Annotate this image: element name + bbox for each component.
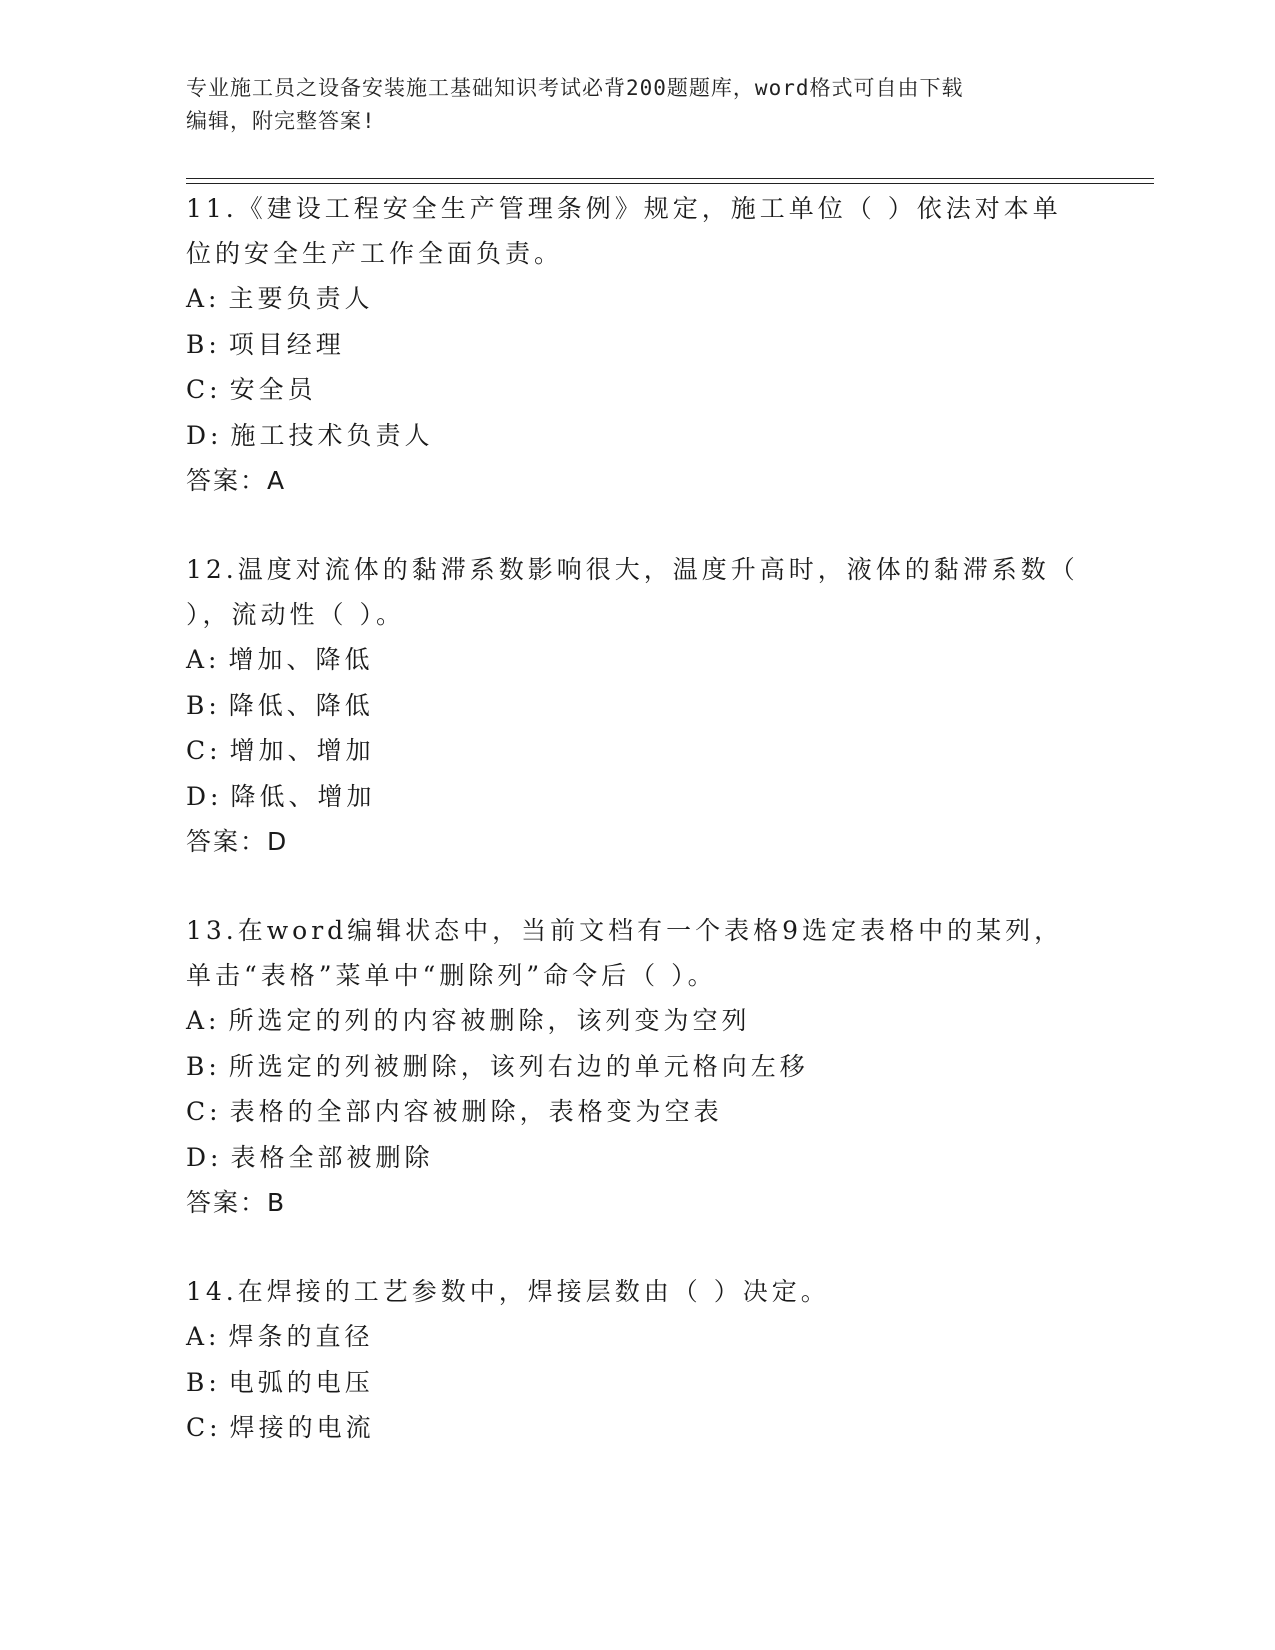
option-b xyxy=(186,683,1106,729)
option-label: B: xyxy=(186,1367,221,1397)
option-c xyxy=(186,728,1106,774)
option-text: 主要负责人 xyxy=(228,284,374,313)
option-a xyxy=(186,1314,1106,1360)
option-label: A: xyxy=(186,1322,221,1351)
option-label: B: xyxy=(186,690,221,720)
option-label: C: xyxy=(186,736,222,765)
option-text: 焊条的直径 xyxy=(228,1322,374,1351)
option-text: 项目经理 xyxy=(228,329,345,359)
question-text xyxy=(186,186,1106,276)
question-12 xyxy=(186,547,1106,864)
option-a xyxy=(186,276,1106,322)
option-label: C: xyxy=(186,375,222,404)
question-text-line: 单击“表格”菜单中“删除列”命令后（ ）。 xyxy=(186,961,717,990)
question-text-line: 位的安全生产工作全面负责。 xyxy=(186,239,564,268)
question-text xyxy=(186,1269,1106,1314)
question-text xyxy=(186,547,1106,637)
option-b xyxy=(186,1044,1106,1090)
question-text-line: 13.在word编辑状态中，当前文档有一个表格9选定表格中的某列， xyxy=(186,916,1064,945)
option-label: B: xyxy=(186,1051,221,1081)
question-text xyxy=(186,908,1106,998)
question-list xyxy=(186,186,1106,1451)
option-label: D: xyxy=(186,420,223,450)
option-text: 安全员 xyxy=(229,375,317,404)
option-label: B: xyxy=(186,329,221,359)
question-14 xyxy=(186,1269,1106,1451)
option-c xyxy=(186,1089,1106,1135)
option-label: A: xyxy=(186,1006,221,1035)
option-text: 增加、增加 xyxy=(229,736,375,765)
question-11 xyxy=(186,186,1106,503)
header-line-1: 专业施工员之设备安装施工基础知识考试必背200题题库，word格式可自由下载 xyxy=(186,76,964,100)
option-label: D: xyxy=(186,1142,223,1172)
option-a xyxy=(186,998,1106,1044)
option-label: A: xyxy=(186,645,221,674)
question-13 xyxy=(186,908,1106,1225)
option-text: 表格全部被删除 xyxy=(230,1142,434,1172)
option-text: 降低、降低 xyxy=(228,690,374,720)
option-text: 所选定的列的内容被删除，该列变为空列 xyxy=(228,1006,751,1035)
question-text-line: 14.在焊接的工艺参数中，焊接层数由（ ）决定。 xyxy=(186,1277,830,1306)
option-b xyxy=(186,1360,1106,1406)
option-text: 表格的全部内容被删除，表格变为空表 xyxy=(229,1097,723,1126)
question-text-line: ），流动性（ ）。 xyxy=(186,600,405,629)
header-line-2: 编辑，附完整答案! xyxy=(186,109,376,133)
answer-line: 答案：A xyxy=(186,466,287,495)
option-label: C: xyxy=(186,1097,222,1126)
option-d xyxy=(186,1135,1106,1181)
option-text: 降低、增加 xyxy=(230,781,376,811)
option-b xyxy=(186,322,1106,368)
option-label: A: xyxy=(186,284,221,313)
option-c xyxy=(186,367,1106,413)
option-label: C: xyxy=(186,1413,222,1442)
answer-line: 答案：B xyxy=(186,1188,287,1217)
option-c xyxy=(186,1405,1106,1451)
option-text: 焊接的电流 xyxy=(229,1413,375,1442)
document-header xyxy=(186,72,1086,138)
option-text: 增加、降低 xyxy=(228,645,374,674)
header-divider-bottom xyxy=(186,183,1154,184)
answer-line: 答案：D xyxy=(186,827,289,856)
option-a xyxy=(186,637,1106,683)
option-text: 施工技术负责人 xyxy=(230,420,434,450)
option-text: 所选定的列被删除，该列右边的单元格向左移 xyxy=(228,1051,809,1081)
option-text: 电弧的电压 xyxy=(228,1367,374,1397)
question-text-line: 11.《建设工程安全生产管理条例》规定，施工单位（ ）依法对本单 xyxy=(186,194,1062,223)
header-divider-top xyxy=(186,178,1154,179)
option-d xyxy=(186,413,1106,459)
option-label: D: xyxy=(186,781,223,811)
question-text-line: 12.温度对流体的黏滞系数影响很大，温度升高时，液体的黏滞系数（ xyxy=(186,555,1079,584)
option-d xyxy=(186,774,1106,820)
